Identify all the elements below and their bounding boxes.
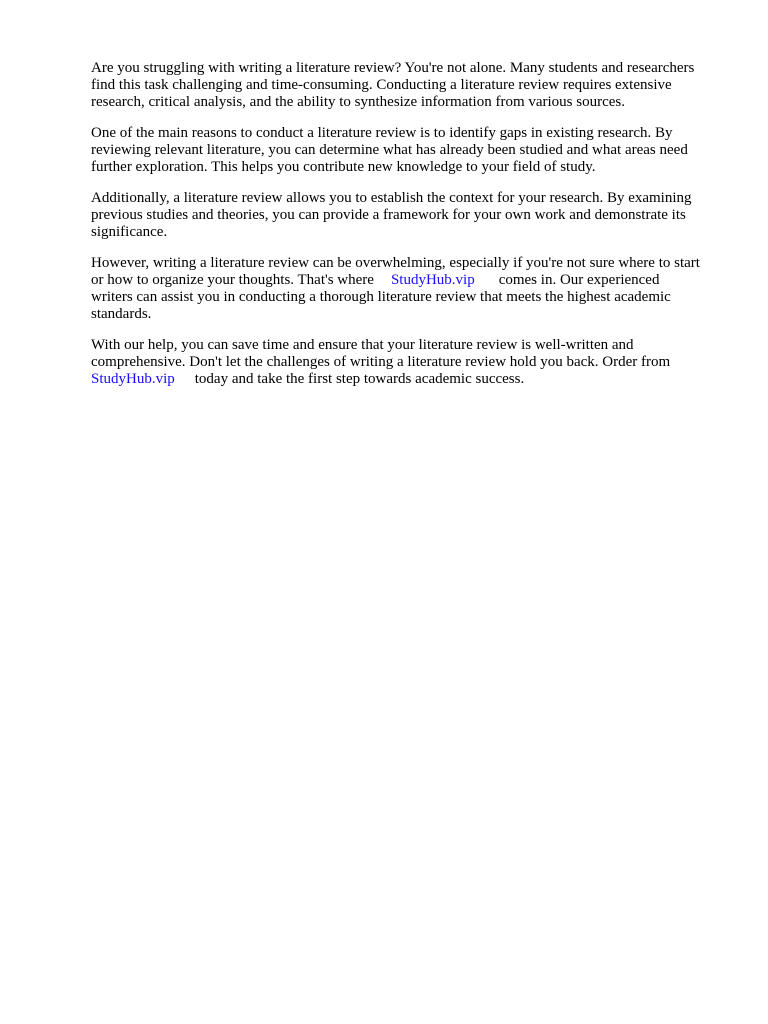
text-line-with-link (91, 371, 731, 388)
text-segment: today and take the first step towards academic success. (194, 371, 525, 387)
paragraph-context (91, 190, 731, 241)
paragraph-identify-gaps (91, 125, 731, 176)
text-segment: comes in. Our experienced (498, 272, 660, 288)
text-line-with-link (91, 272, 731, 289)
text-line: find this task challenging and time-consuming. Conducting a literature review requires extensive (91, 77, 672, 93)
text-line: comprehensive. Don't let the challenges of writing a literature review hold you back. Order from (91, 354, 671, 370)
studyhub-link[interactable]: StudyHub.vip (390, 272, 475, 288)
paragraph-overwhelming (91, 255, 731, 323)
text-line: Additionally, a literature review allows you to establish the context for your research. By examining (91, 190, 692, 206)
text-line: previous studies and theories, you can provide a framework for your own work and demonstrate its (91, 207, 686, 223)
text-line: reviewing relevant literature, you can determine what has already been studied and what areas need (91, 142, 688, 158)
text-line: One of the main reasons to conduct a literature review is to identify gaps in existing research. By (91, 125, 673, 141)
text-line: With our help, you can save time and ensure that your literature review is well-written and (91, 337, 634, 353)
studyhub-link[interactable]: StudyHub.vip (91, 371, 175, 387)
text-line: However, writing a literature review can be overwhelming, especially if you're not sure where to start (91, 255, 700, 271)
document-body (91, 60, 731, 402)
text-line: further exploration. This helps you contribute new knowledge to your field of study. (91, 159, 596, 175)
text-line: standards. (91, 306, 152, 322)
text-segment: or how to organize your thoughts. That's where (91, 272, 374, 288)
paragraph-order (91, 337, 731, 388)
text-line: significance. (91, 224, 168, 240)
text-line: writers can assist you in conducting a thorough literature review that meets the highest academic (91, 289, 671, 305)
paragraph-intro (91, 60, 731, 111)
text-line: Are you struggling with writing a literature review? You're not alone. Many students and researchers (91, 60, 695, 76)
text-line: research, critical analysis, and the ability to synthesize information from various sources. (91, 94, 626, 110)
